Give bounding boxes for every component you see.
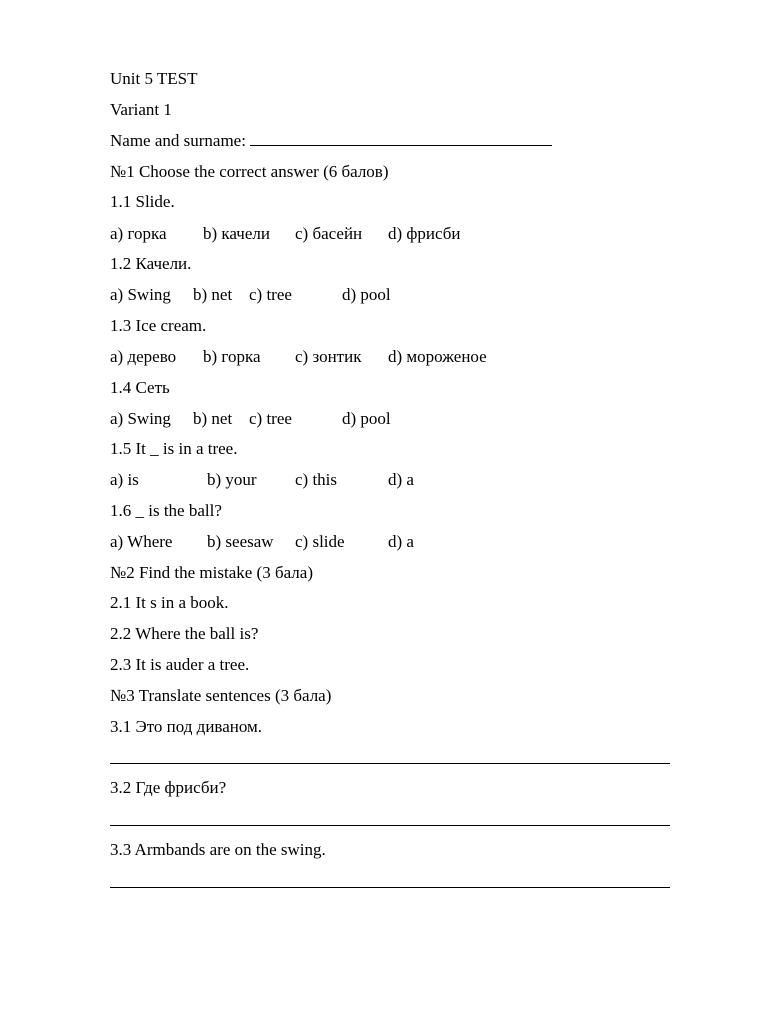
mistake-item: 2.2 Where the ball is? — [110, 624, 259, 643]
answer-option: d) pool — [342, 285, 391, 304]
test-title: Unit 5 TEST — [110, 69, 198, 88]
translate-item: 3.3 Armbands are on the swing. — [110, 840, 326, 859]
answer-option: b) your — [207, 470, 257, 489]
answer-option: b) качели — [203, 224, 270, 243]
answer-option: c) басейн — [295, 224, 363, 243]
answer-option: c) tree — [249, 285, 292, 304]
answer-option: b) seesaw — [207, 532, 274, 551]
answer-option: b) net — [193, 409, 233, 428]
answer-option: d) мороженое — [388, 347, 487, 366]
question-prompt: 1.5 It _ is in a tree. — [110, 439, 238, 458]
translate-item: 3.2 Где фрисби? — [110, 778, 227, 797]
name-surname-line — [110, 131, 552, 151]
answer-option: a) горка — [110, 224, 167, 243]
answer-option: d) a — [388, 532, 414, 551]
task1-heading: №1 Choose the correct answer (6 балов) — [110, 162, 389, 181]
mistake-item: 2.3 It is auder a tree. — [110, 655, 250, 674]
answer-option: a) is — [110, 470, 139, 489]
answer-option: c) tree — [249, 409, 292, 428]
answer-option: c) this — [295, 470, 338, 489]
answer-option: a) дерево — [110, 347, 177, 366]
translate-item: 3.1 Это под диваном. — [110, 717, 263, 736]
question-prompt: 1.6 _ is the ball? — [110, 501, 222, 520]
answer-option: a) Swing — [110, 285, 171, 304]
answer-option: c) зонтик — [295, 347, 362, 366]
answer-option: d) фрисби — [388, 224, 461, 243]
question-prompt: 1.3 Ice cream. — [110, 316, 207, 335]
answer-option: a) Swing — [110, 409, 171, 428]
name-label: Name and surname: — [110, 131, 246, 150]
question-prompt: 1.4 Сеть — [110, 378, 170, 397]
question-prompt: 1.2 Качели. — [110, 254, 192, 273]
answer-line — [110, 887, 670, 888]
answer-line — [110, 825, 670, 826]
answer-option: c) slide — [295, 532, 345, 551]
answer-option: d) pool — [342, 409, 391, 428]
answer-option: d) a — [388, 470, 414, 489]
answer-option: b) net — [193, 285, 233, 304]
answer-option: a) Where — [110, 532, 173, 551]
answer-option: b) горка — [203, 347, 261, 366]
answer-line — [110, 763, 670, 764]
question-prompt: 1.1 Slide. — [110, 192, 175, 211]
task3-heading: №3 Translate sentences (3 бала) — [110, 686, 332, 705]
task2-heading: №2 Find the mistake (3 бала) — [110, 563, 313, 582]
name-blank — [250, 131, 552, 146]
variant-label: Variant 1 — [110, 100, 172, 119]
mistake-item: 2.1 It s in a book. — [110, 593, 229, 612]
